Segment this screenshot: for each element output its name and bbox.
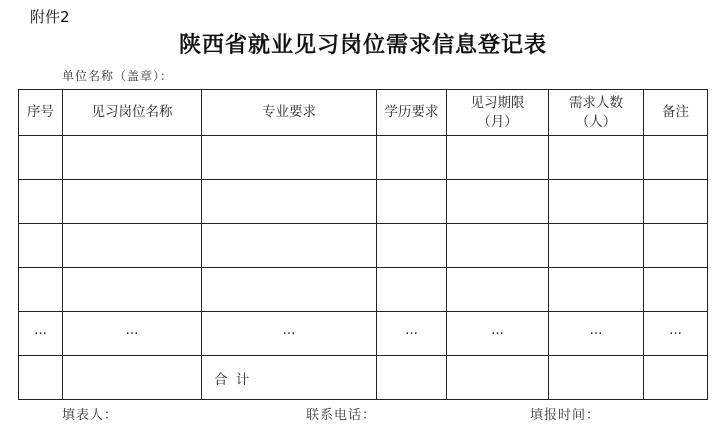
table-cell	[202, 224, 377, 268]
total-row	[19, 356, 708, 400]
total-label: 合 计	[202, 356, 377, 400]
table-cell	[377, 224, 447, 268]
table-cell	[19, 356, 63, 400]
table-row	[19, 180, 708, 224]
col-header-index: 序号	[19, 90, 63, 136]
table-cell	[447, 136, 549, 180]
table-cell	[377, 356, 447, 400]
table-cell	[202, 268, 377, 312]
table-cell	[644, 136, 708, 180]
table-cell	[447, 224, 549, 268]
ellipsis-cell: ···	[19, 312, 63, 356]
col-header-duration: 见习期限 （月）	[447, 90, 549, 136]
col-header-remarks: 备注	[644, 90, 708, 136]
table-cell	[644, 356, 708, 400]
table-cell	[202, 180, 377, 224]
table-row	[19, 136, 708, 180]
table-cell	[549, 224, 644, 268]
phone-label: 联系电话：	[306, 408, 377, 423]
date-label: 填报时间：	[530, 408, 601, 423]
table-cell	[377, 180, 447, 224]
table-cell	[549, 268, 644, 312]
col-header-headcount: 需求人数 （人）	[549, 90, 644, 136]
ellipsis-cell: ···	[549, 312, 644, 356]
registration-table	[18, 89, 708, 400]
table-cell	[19, 136, 63, 180]
filler-label: 填表人：	[62, 408, 119, 423]
table-cell	[644, 224, 708, 268]
table-cell	[549, 136, 644, 180]
col-header-position-name: 见习岗位名称	[63, 90, 202, 136]
ellipsis-cell: ···	[202, 312, 377, 356]
table-cell	[19, 268, 63, 312]
col-header-education: 学历要求	[377, 90, 447, 136]
table-cell	[447, 180, 549, 224]
table-cell	[549, 356, 644, 400]
table-cell	[63, 136, 202, 180]
table-cell	[63, 356, 202, 400]
form-title: 陕西省就业见习岗位需求信息登记表	[178, 32, 547, 58]
header-row	[19, 90, 708, 136]
ellipsis-row	[19, 312, 708, 356]
table-cell	[549, 180, 644, 224]
attachment-label: 附件2	[30, 8, 70, 26]
table-cell	[63, 180, 202, 224]
ellipsis-cell: ···	[63, 312, 202, 356]
col-header-major: 专业要求	[202, 90, 377, 136]
ellipsis-cell: ···	[447, 312, 549, 356]
table-cell	[447, 268, 549, 312]
table-cell	[202, 136, 377, 180]
table-cell	[19, 224, 63, 268]
table-cell	[377, 268, 447, 312]
table-row	[19, 224, 708, 268]
ellipsis-cell: ···	[377, 312, 447, 356]
ellipsis-cell: ···	[644, 312, 708, 356]
table-cell	[644, 268, 708, 312]
unit-name-label: 单位名称（盖章）：	[62, 69, 174, 83]
table-cell	[63, 268, 202, 312]
table-cell	[377, 136, 447, 180]
table-cell	[644, 180, 708, 224]
table-row	[19, 268, 708, 312]
table-cell	[63, 224, 202, 268]
table-cell	[19, 180, 63, 224]
table-cell	[447, 356, 549, 400]
